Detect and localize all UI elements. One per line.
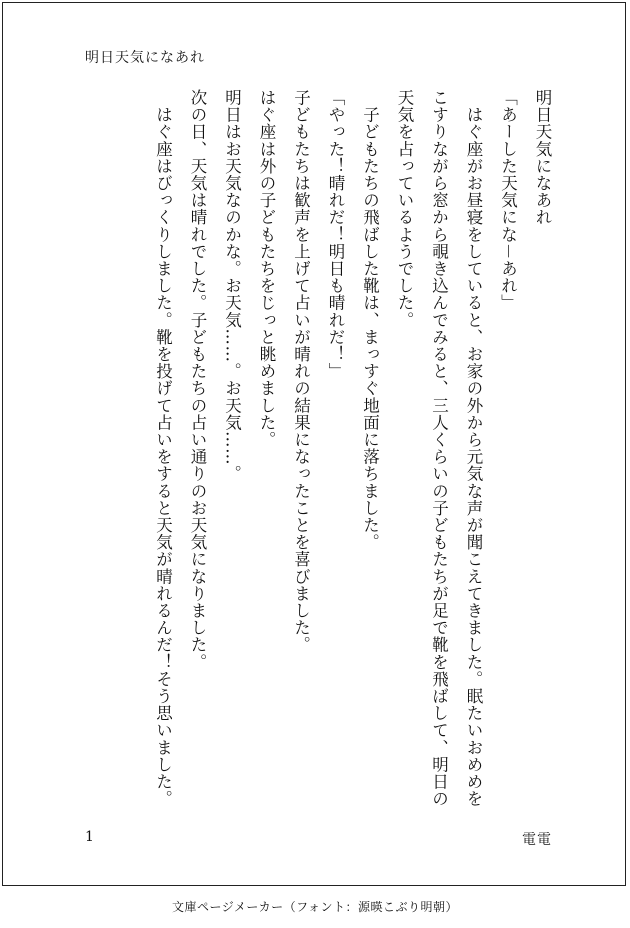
paragraph: 明日はお天気なのかな。お天気……。お天気……。 xyxy=(222,89,242,483)
paragraph: はぐ座がお昼寝をしていると、お家の外から元気な声が聞こえてきました。眠たいおめめをこすりながら窓から覗き込んでみると、三人くらいの子どもたちが足で靴を飛ばして、明日の天気を占っているようでした。 xyxy=(395,89,483,808)
paragraph: はぐ座はびっくりしました。靴を投げて占いをすると天気が晴れるんだ！そう思いました。 xyxy=(153,89,173,808)
header-title: 明日天気になあれ xyxy=(85,50,205,66)
page-number: 1 xyxy=(85,829,94,845)
author-name: 電電 xyxy=(522,832,552,848)
body-text xyxy=(145,89,559,809)
paragraph: 子どもたちは歓声を上げて占いが晴れの結果になったことを喜びました。 xyxy=(291,89,311,654)
paragraph: 子どもたちの飛ばした靴は、まっすぐ地面に落ちました。 xyxy=(360,89,380,551)
paragraph: 「あーした天気にな－あれ」 xyxy=(498,89,518,312)
paragraph: 「やった！晴れだ！明日も晴れだ！」 xyxy=(326,89,345,380)
paragraph: 次の日、天気は晴れでした。子どもたちの占い通りのお天気になりました。 xyxy=(188,89,207,671)
page-frame xyxy=(2,2,626,886)
footer-credit: 文庫ページメーカー（フォント：源暎こぶり明朝） xyxy=(171,900,459,914)
story-title: 明日天気になあれ xyxy=(533,89,552,226)
paragraph: はぐ座は外の子どもたちをじっと眺めました。 xyxy=(257,89,276,449)
